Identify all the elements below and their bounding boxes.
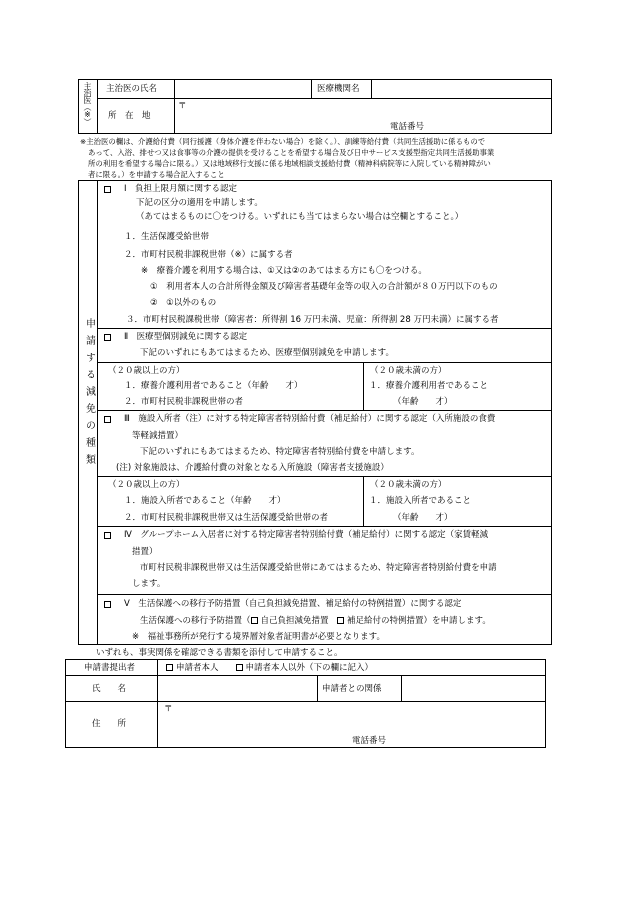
section-4-text: 市町村民税非課税世帯又は生活保護受給世帯にあてはまるため、特定障害者特別給付費を申請 [140, 563, 497, 573]
relation-label: 申請者との関係 [322, 684, 382, 694]
section-1-text: ※ 療養介護を利用する場合は、①又は②のあてはまる方にも〇をつける。 [141, 266, 427, 276]
divider [97, 180, 98, 645]
doctor-note-line: ※主治医の欄は、介護給付費（同行援護（身体介護を伴わない場合）を除く。）、訓練等給付費（共同生活援助に係るもので [80, 137, 486, 146]
divider [97, 410, 552, 411]
submitter-postal-mark: 〒 [164, 704, 173, 714]
submitter-name-field[interactable] [159, 677, 315, 699]
section-3-text: 下記のいずれにもあてはまるため、特定障害者特別給付費を申請します。 [140, 447, 420, 457]
section-1-text: （あてはまるものに〇をつける。いずれにも当てはまらない場合は空欄とすること。） [136, 212, 464, 222]
section-3-title: Ⅲ 施設入所者（注）に対する特定障害者特別給付費（補足給付）に関する認定（入所施設の食費 [124, 414, 496, 424]
doctor-phone-label: 電話番号 [390, 122, 425, 132]
divider [157, 659, 158, 748]
attach-note: いずれも、事実関係を確認できる書類を添付して申請すること。 [96, 648, 343, 658]
section-3-item: （年齢 才） [393, 513, 453, 523]
divider [97, 476, 552, 477]
section-5-checkbox[interactable] [104, 601, 111, 608]
doctor-note-line: 者に限る。）を申請する場合記入すること [88, 170, 225, 179]
section-3-item: ２．市町村民税非課税世帯又は生活保護受給世帯の者 [124, 513, 329, 523]
doctor-name-label: 主治医の氏名 [106, 84, 158, 94]
divider [363, 362, 364, 410]
institution-field[interactable] [373, 80, 550, 97]
section-2-title: Ⅱ 医療型個別減免に関する認定 [124, 332, 248, 342]
section-2-item: （年齢 才） [393, 397, 453, 407]
section-5-title: Ⅴ 生活保護への移行予防措置（自己負担減免措置、補足給付の特例措置）に関する認定 [124, 599, 462, 609]
divider [401, 675, 402, 701]
section-3-title: 等軽減措置） [132, 431, 184, 441]
section-4-checkbox[interactable] [104, 532, 111, 539]
section-3-item: １．施設入所者であること（年齢 才） [124, 496, 286, 506]
divider [97, 362, 552, 363]
over20-label: （２０歳以上の方） [108, 480, 185, 490]
section-2-item: ２．市町村民税非課税世帯の者 [124, 397, 244, 407]
divider [371, 79, 372, 98]
doctor-postal-mark: 〒 [178, 101, 187, 111]
section-2-checkbox[interactable] [104, 334, 111, 341]
submitter-label: 申請書提出者 [84, 663, 136, 673]
divider [363, 476, 364, 526]
divider [97, 98, 552, 99]
over20-label: （２０歳以上の方） [108, 366, 185, 376]
section-1-item: ① 利用者本人の合計所得金額及び障害者基礎年金等の収入の合計額が８０万円以下のもの [150, 282, 498, 292]
section-2-text: 下記のいずれにもあてはまるため、医療型個別減免を申請します。 [140, 348, 394, 358]
section-2-item: １．療養介護利用者であること [369, 381, 489, 391]
divider [97, 328, 552, 329]
doctor-note-line: 所の利用を希望する場合に限る。）又は地域移行支援に係る地域相談支援給付費（精神科病院等に入院している精神障がい [88, 159, 491, 168]
divider [311, 79, 312, 98]
relation-field[interactable] [403, 677, 544, 699]
section-3-checkbox[interactable] [104, 416, 111, 423]
section-4-title: 措置） [132, 547, 158, 557]
self-burden-checkbox[interactable] [251, 617, 258, 624]
submitter-name-label: 氏 名 [92, 684, 127, 694]
section-1-text: 下記の区分の適用を申請します。 [136, 198, 263, 208]
section-1-item: ３．市町村民税課税世帯（障害者：所得割 16 万円未満、児童：所得割 28 万円未満）に属する者 [126, 315, 499, 325]
divider [174, 79, 175, 134]
submitter-phone-label: 電話番号 [352, 736, 387, 746]
submitter-other-checkbox[interactable] [236, 664, 243, 671]
section-1-title: Ⅰ 負担上限月額に関する認定 [124, 184, 238, 194]
doctor-address-label: 所 在 地 [108, 111, 151, 121]
submitter-options: 申請者本人 申請者本人以外（下の欄に記入） [166, 663, 373, 674]
section-5-text: 生活保護への移行予防措置（ 自己負担減免措置 補足給付の特例措置）を申請します。 [140, 616, 491, 626]
section-1-item: １．生活保護受給世帯 [124, 232, 210, 242]
submitter-self-checkbox[interactable] [166, 664, 173, 671]
under20-label: （２０歳未満の方） [370, 366, 447, 376]
section-2-item: １．療養介護利用者であること（年齢 才） [124, 381, 303, 391]
section-4-title: Ⅳ グループホーム入居者に対する特定障害者特別給付費（補足給付）に関する認定（家賃軽減 [124, 530, 489, 540]
section-1-item: ２．市町村民税非課税世帯（※）に属する者 [124, 250, 293, 260]
doctor-address-field[interactable] [176, 100, 550, 132]
doctor-name-field[interactable] [176, 80, 309, 97]
divider [97, 526, 552, 527]
divider [317, 675, 318, 701]
section-1-item: ② ①以外のもの [150, 298, 217, 308]
institution-label: 医療機関名 [317, 84, 360, 94]
section-1-checkbox[interactable] [104, 186, 111, 193]
under20-label: （２０歳未満の方） [370, 480, 447, 490]
section-4-text: します。 [132, 579, 166, 589]
section-3-note: (注) 対象施設は、介護給付費の対象となる入所施設（障害者支援施設） [116, 463, 389, 473]
section-3-item: １．施設入所者であること [369, 496, 472, 506]
divider [97, 79, 98, 134]
divider [65, 701, 546, 702]
section-5-note: ※ 福祉事務所が発行する境界層対象者証明書が必要となります。 [132, 632, 385, 642]
reduction-side-label: 申請する減免の種類 [83, 318, 95, 471]
divider [65, 675, 546, 676]
doctor-note-line: あって、入浴、排せつ又は食事等の介護の提供を受けることを希望する場合及び日中サービス支援型指定共同生活援助事業 [88, 148, 495, 157]
special-measure-checkbox[interactable] [337, 617, 344, 624]
divider [97, 594, 552, 595]
submitter-address-label: 住 所 [92, 719, 127, 729]
doctor-side-label: 主治医（※） [83, 82, 92, 125]
